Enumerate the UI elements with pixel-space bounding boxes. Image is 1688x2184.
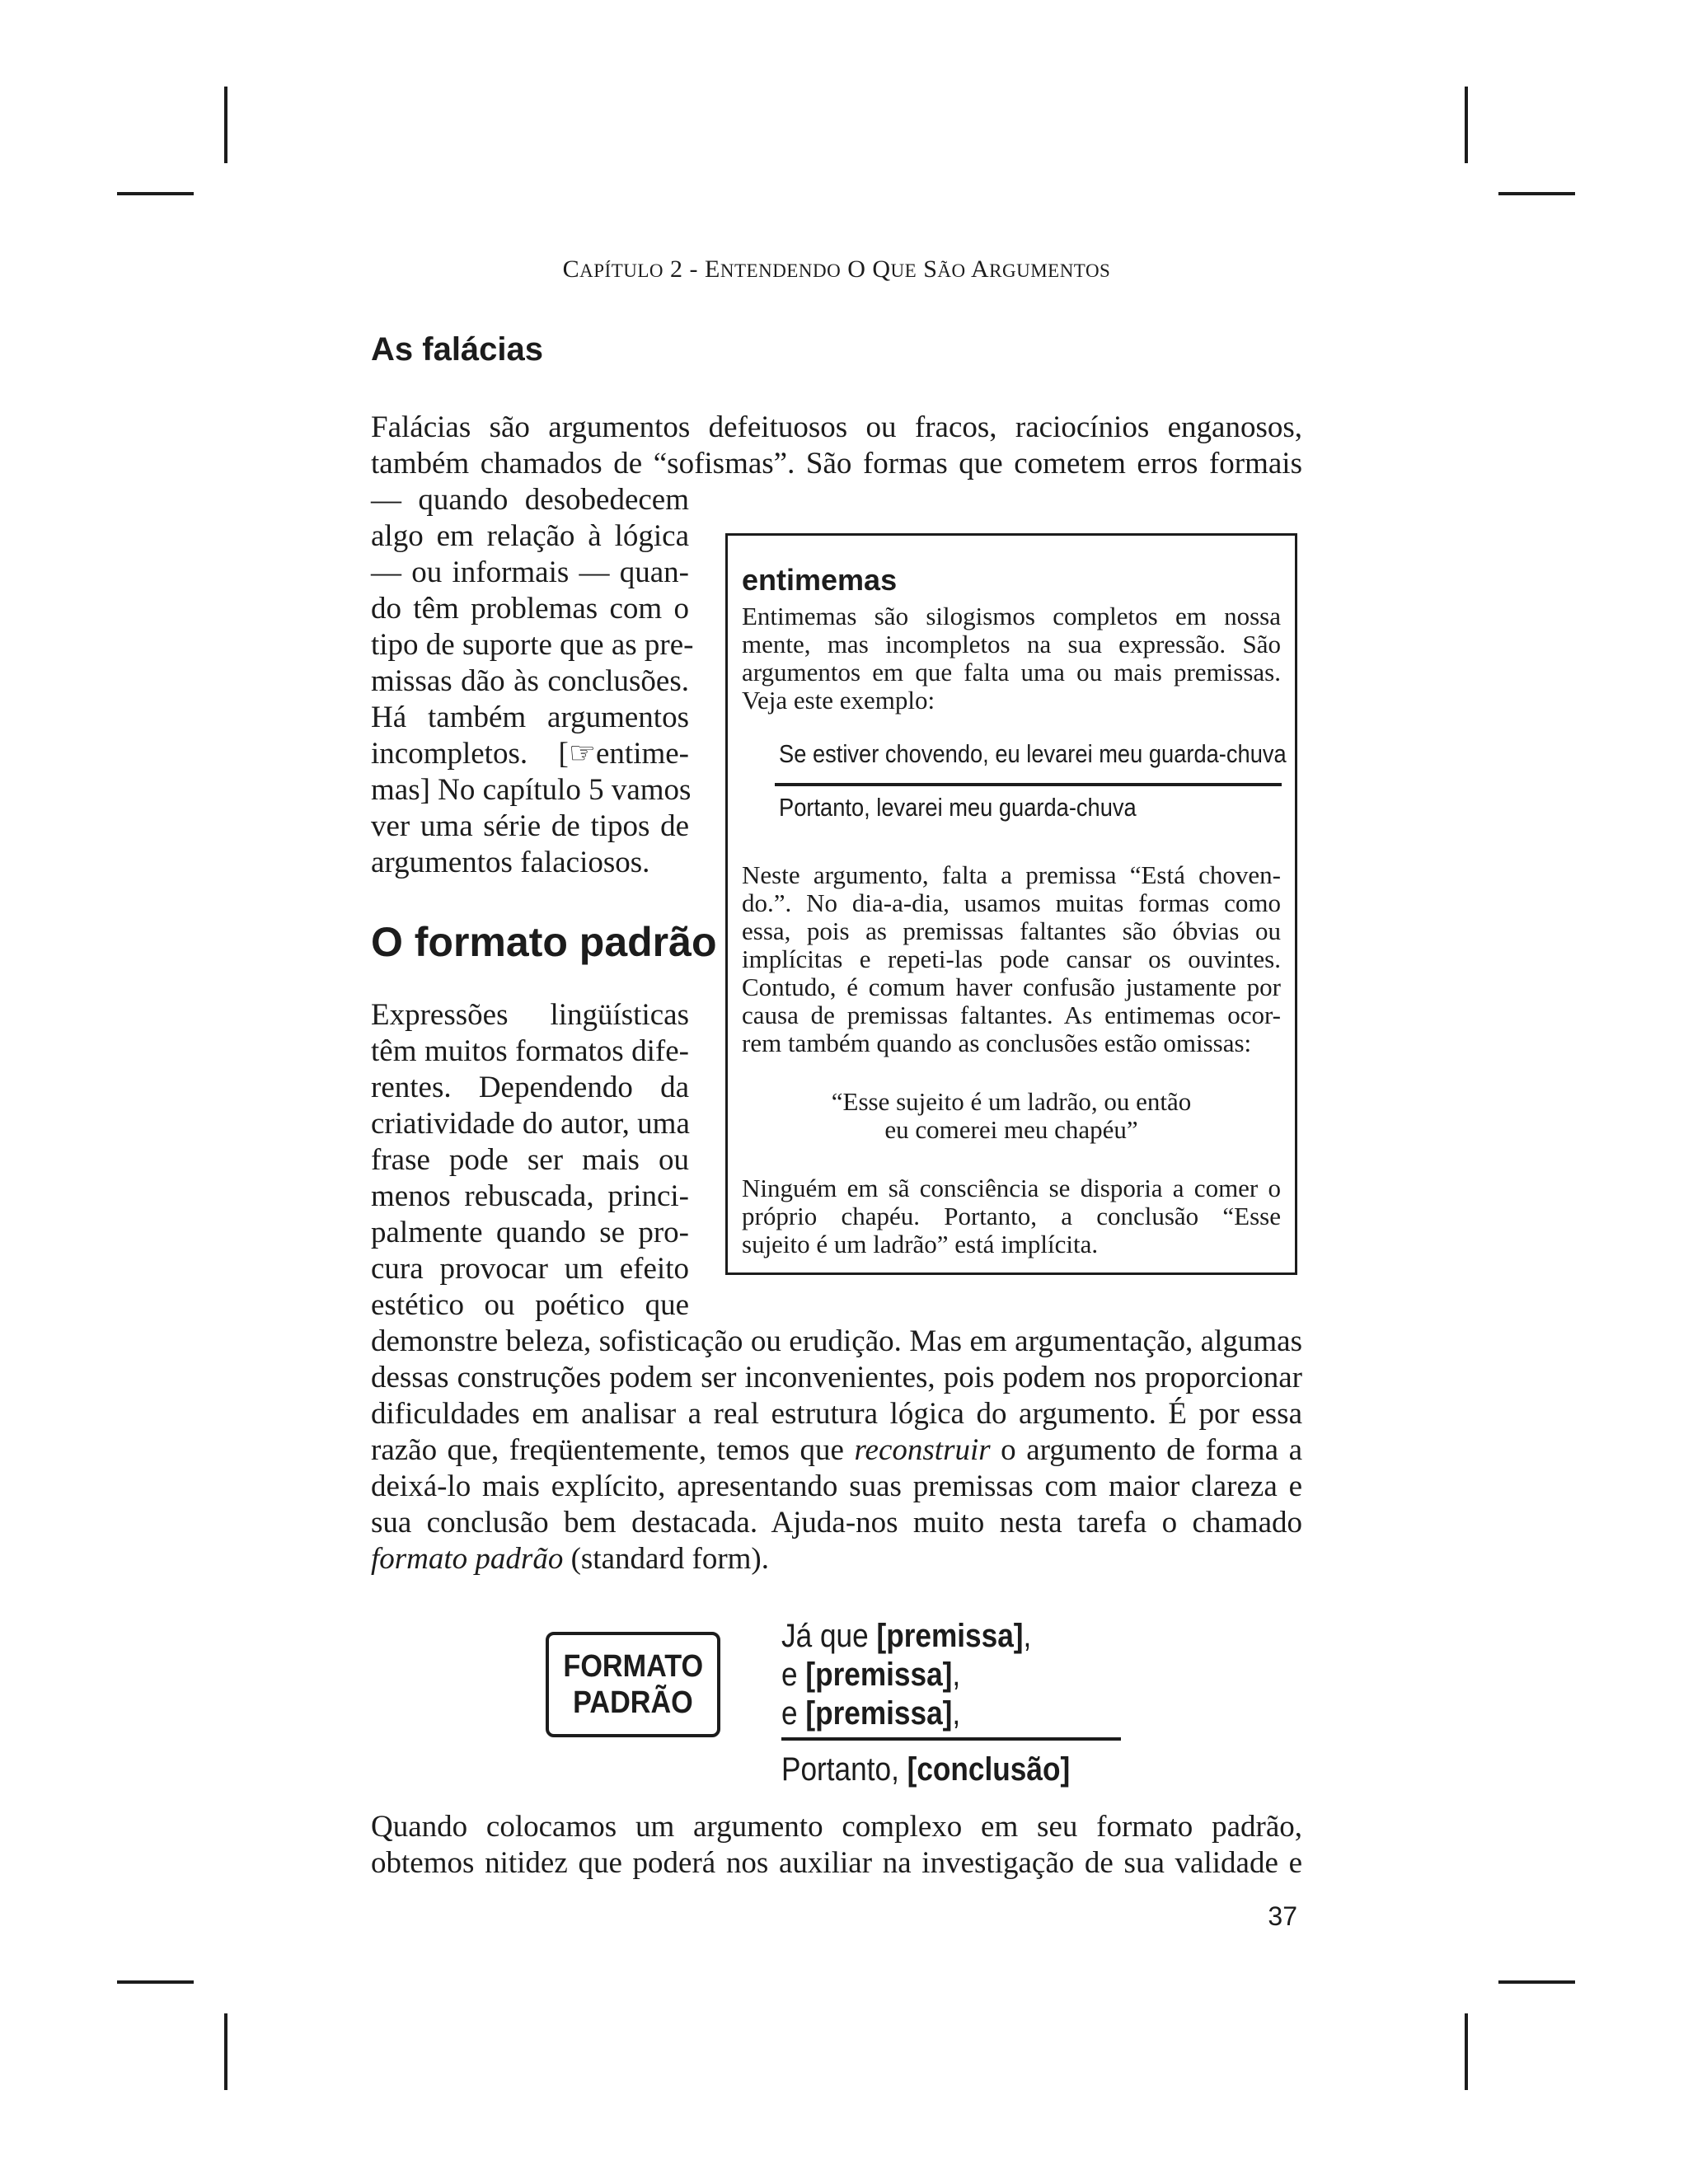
crop-mark	[117, 192, 194, 195]
paragraph-line: têm muitos formatos dife-	[371, 1034, 689, 1068]
crop-mark	[224, 2013, 227, 2090]
paragraph-line: Há também argumentos	[371, 701, 689, 734]
paragraph-line: mas] No capítulo 5 vamos	[371, 773, 692, 807]
formato-padrao-badge	[546, 1632, 720, 1737]
running-header	[371, 255, 1302, 284]
header-text: UE	[890, 260, 917, 281]
badge-line: FORMATO	[563, 1649, 703, 1684]
paragraph-line: Falácias são argumentos defeituosos ou fracos, raciocínios enganosos,	[371, 410, 1302, 444]
sidebar-line: Contudo, é comum haver confusão justamente por	[742, 972, 1281, 1001]
crop-mark	[1498, 1980, 1575, 1984]
header-text: ÃO	[937, 260, 966, 281]
paragraph-line: criatividade do autor, uma	[371, 1107, 690, 1141]
paragraph-line: Quando colocamos um argumento complexo em seu formato padrão,	[371, 1810, 1302, 1844]
argument-divider	[775, 783, 1282, 786]
paragraph-line	[371, 1432, 1302, 1469]
text-run: ,	[952, 1695, 961, 1732]
sidebar-line: essa, pois as premissas faltantes são óbvias ou	[742, 916, 1281, 945]
crop-mark	[1498, 192, 1575, 195]
paragraph-line: rentes. Dependendo da	[371, 1071, 689, 1104]
header-text: O Q	[841, 255, 891, 283]
header-text: C	[562, 255, 580, 283]
crop-mark	[1465, 87, 1468, 163]
paragraph-line: estético ou poético que	[371, 1288, 689, 1322]
paragraph-line: menos rebuscada, princi-	[371, 1179, 689, 1213]
paragraph-line: obtemos nitidez que poderá nos auxiliar na investigação de sua validade e	[371, 1846, 1302, 1880]
sidebar-line: implícitas e repeti-las pode cansar os ouvintes.	[742, 944, 1281, 973]
paragraph-line: cura provocar um efeito	[371, 1252, 689, 1286]
paragraph-line: argumentos falaciosos.	[371, 846, 650, 879]
section-heading-falacias: As falácias	[371, 331, 544, 368]
placeholder-premissa: [premissa]	[805, 1695, 953, 1732]
paragraph-line: — ou informais — quan-	[371, 555, 689, 589]
text-run: razão que, freqüentemente, temos que	[371, 1433, 855, 1467]
text-run: Portanto,	[781, 1751, 907, 1788]
paragraph-line	[371, 1541, 1302, 1577]
sidebar-quote-line: eu comerei meu chapéu”	[884, 1115, 1138, 1144]
sidebar-line: do.”. No dia-a-dia, usamos muitas formas como	[742, 888, 1281, 917]
paragraph-line: ver uma série de tipos de	[371, 809, 689, 843]
sidebar-line: Ninguém em sã consciência se disporia a comer o	[742, 1174, 1281, 1202]
header-text: NTENDENDO	[720, 260, 842, 281]
cross-reference-line[interactable]: incompletos. [☞entime-	[371, 737, 689, 771]
example-conclusion: Portanto, levarei meu guarda-chuva	[779, 793, 1137, 822]
standard-form-premise-3	[781, 1695, 960, 1732]
text-run: e	[781, 1695, 806, 1732]
sidebar-line: rem também quando as conclusões estão omissas:	[742, 1029, 1252, 1057]
header-text: A	[965, 255, 990, 283]
paragraph-line: algo em relação à lógica	[371, 519, 689, 553]
placeholder-premissa: [premissa]	[876, 1618, 1024, 1654]
paragraph-line: dificuldades em analisar a real estrutura lógica do argumento. É por essa	[371, 1397, 1302, 1431]
placeholder-premissa: [premissa]	[805, 1657, 953, 1693]
header-text: RGUMENTOS	[989, 260, 1111, 281]
page-number: 37	[1268, 1901, 1297, 1931]
paragraph-line: — quando desobedecem	[371, 483, 689, 517]
standard-form-divider	[781, 1737, 1121, 1741]
paragraph-line: também chamados de “sofismas”. São formas que cometem erros formais	[371, 447, 1302, 480]
sidebar-line: próprio chapéu. Portanto, a conclusão “Esse	[742, 1202, 1281, 1230]
crop-mark	[117, 1980, 194, 1984]
paragraph-line: do têm problemas com o	[371, 592, 689, 626]
text-run: e	[781, 1657, 806, 1693]
text-run: ,	[1023, 1618, 1032, 1654]
standard-form-conclusion	[781, 1751, 1070, 1788]
italic-term-formato-padrao: formato padrão	[371, 1542, 564, 1576]
paragraph-line: sua conclusão bem destacada. Ajuda-nos muito nesta tarefa o chamado	[371, 1506, 1302, 1540]
sidebar-line: mente, mas incompletos na sua expressão. São	[742, 630, 1281, 658]
paragraph-line: tipo de suporte que as pre-	[371, 628, 694, 662]
text-run: Já que	[781, 1618, 877, 1654]
italic-term-reconstruir: reconstruir	[854, 1433, 991, 1467]
text-run: (standard form).	[563, 1542, 769, 1576]
paragraph-line: Expressões lingüísticas	[371, 998, 689, 1032]
header-text: S	[917, 255, 938, 283]
example-premise: Se estiver chovendo, eu levarei meu guarda-chuva	[779, 739, 1287, 768]
text-run: o argumento de forma a	[990, 1433, 1302, 1467]
paragraph-line: palmente quando se pro-	[371, 1216, 689, 1249]
crop-mark	[224, 87, 227, 163]
sidebar-title: entimemas	[742, 563, 898, 597]
section-heading-formato-padrao: O formato padrão	[371, 919, 717, 965]
sidebar-line: Entimemas são silogismos completos em nossa	[742, 602, 1281, 630]
sidebar-quote-line: “Esse sujeito é um ladrão, ou então	[831, 1087, 1192, 1116]
paragraph-line: missas dão às conclusões.	[371, 664, 689, 698]
paragraph-line: frase pode ser mais ou	[371, 1143, 689, 1177]
placeholder-conclusao: [conclusão]	[907, 1751, 1071, 1788]
badge-line: PADRÃO	[573, 1685, 693, 1720]
text-run: ,	[952, 1657, 961, 1693]
header-text: APÍTULO	[579, 260, 664, 281]
sidebar-line: causa de premissas faltantes. As entimemas ocor-	[742, 1001, 1281, 1029]
paragraph-line: dessas construções podem ser inconvenientes, pois podem nos proporcionar	[371, 1361, 1302, 1394]
sidebar-line: Veja este exemplo:	[742, 686, 935, 715]
sidebar-line: sujeito é um ladrão” está implícita.	[742, 1230, 1099, 1258]
standard-form-premise-1	[781, 1618, 1031, 1655]
standard-form-premise-2	[781, 1657, 960, 1694]
sidebar-line: Neste argumento, falta a premissa “Está choven-	[742, 860, 1281, 889]
crop-mark	[1465, 2013, 1468, 2090]
sidebar-line: argumentos em que falta uma ou mais premissas.	[742, 658, 1281, 687]
header-text: 2 - E	[663, 255, 720, 283]
paragraph-line: deixá-lo mais explícito, apresentando suas premissas com maior clareza e	[371, 1469, 1302, 1503]
paragraph-line: demonstre beleza, sofisticação ou erudição. Mas em argumentação, algumas	[371, 1324, 1302, 1358]
